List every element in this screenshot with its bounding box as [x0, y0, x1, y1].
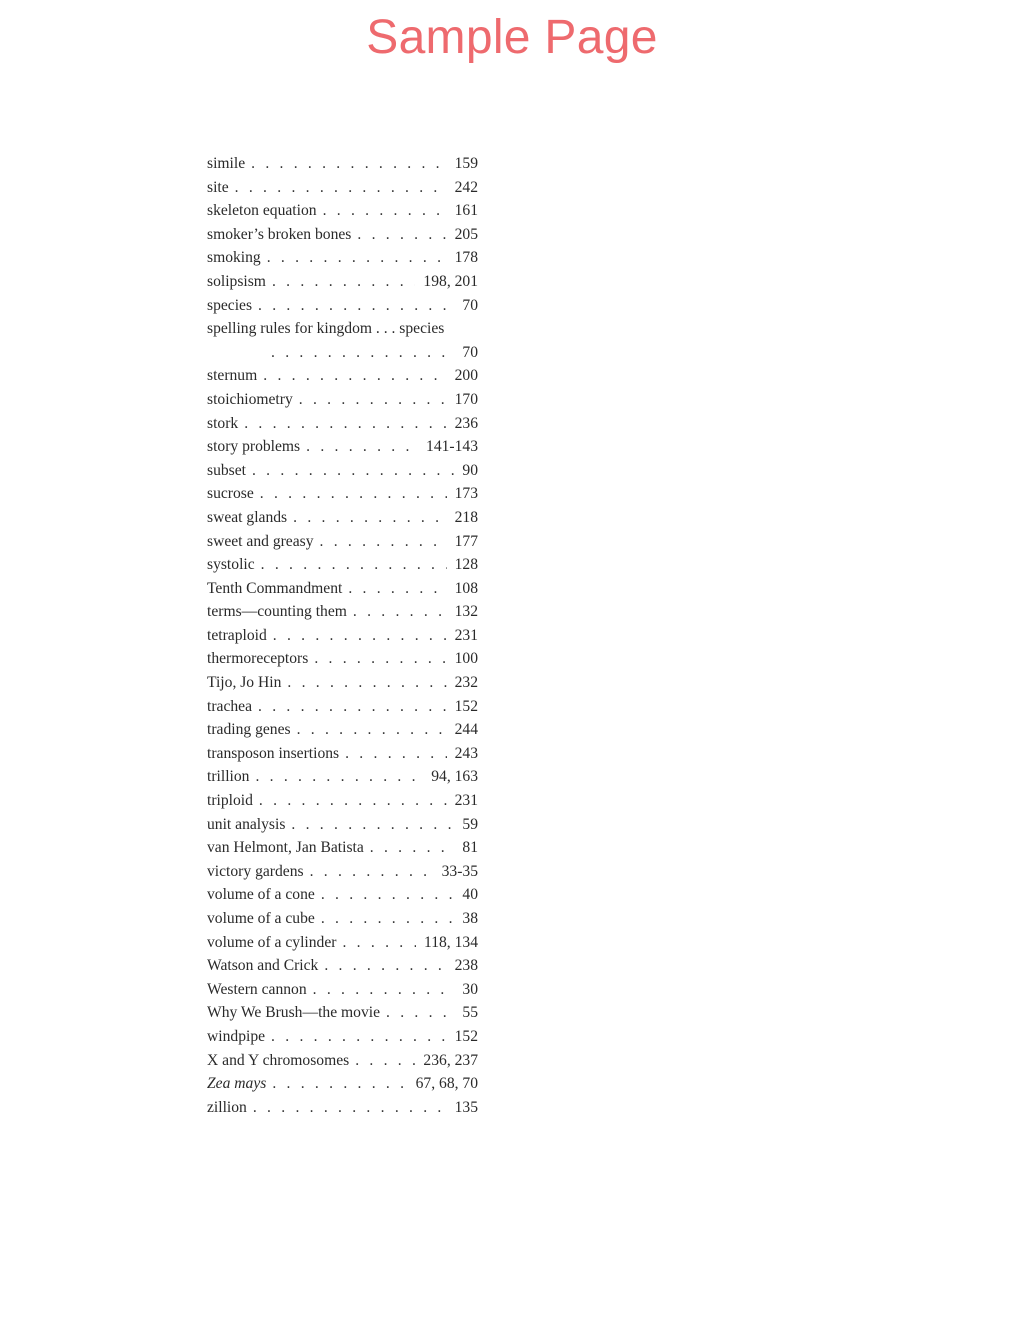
index-pages: 40	[462, 886, 478, 904]
index-term: subset	[207, 461, 246, 479]
dot-leader	[291, 813, 454, 837]
index-term: skeleton equation	[207, 202, 317, 220]
index-pages: 128	[454, 556, 478, 574]
dot-leader	[310, 860, 434, 884]
index-term: windpipe	[207, 1027, 266, 1045]
dot-leader	[258, 294, 454, 318]
index-term: site	[207, 178, 229, 196]
index-list	[207, 152, 478, 1119]
dot-leader	[324, 954, 446, 978]
index-term: triploid	[207, 792, 253, 810]
index-term: Tijo, Jo Hin	[207, 674, 282, 692]
index-pages: 198, 201	[423, 272, 478, 290]
index-pages: 118, 134	[424, 933, 478, 951]
index-entry	[207, 435, 478, 459]
index-term: spelling rules for kingdom . . . species	[207, 320, 445, 338]
index-entry	[207, 978, 478, 1002]
index-entry	[207, 246, 478, 270]
index-entry	[207, 860, 478, 884]
index-term: unit analysis	[207, 815, 286, 833]
index-pages: 81	[462, 839, 478, 857]
index-pages: 242	[454, 178, 478, 196]
index-pages: 100	[454, 650, 478, 668]
index-pages: 141-143	[426, 438, 478, 456]
dot-leader	[272, 270, 415, 294]
index-entry	[207, 1025, 478, 1049]
index-term: Western cannon	[207, 980, 307, 998]
dot-leader	[297, 718, 447, 742]
index-pages: 232	[454, 674, 478, 692]
dot-leader	[263, 364, 446, 388]
index-term: terms—counting them	[207, 603, 347, 621]
dot-leader	[253, 1096, 447, 1120]
dot-leader	[258, 695, 447, 719]
index-entry	[207, 813, 478, 837]
index-entry	[207, 506, 478, 530]
index-entry	[207, 152, 478, 176]
index-entry	[207, 553, 478, 577]
index-entry	[207, 671, 478, 695]
index-term: stork	[207, 414, 239, 432]
dot-leader	[342, 931, 416, 955]
index-pages: 170	[454, 390, 478, 408]
index-pages: 108	[454, 579, 478, 597]
index-entry	[207, 294, 478, 318]
index-entry	[207, 931, 478, 955]
index-entry	[207, 364, 478, 388]
dot-leader	[370, 836, 455, 860]
index-pages: 152	[454, 1027, 478, 1045]
index-pages: 30	[462, 980, 478, 998]
index-pages: 152	[454, 697, 478, 715]
index-entry	[207, 789, 478, 813]
index-term: Tenth Commandment	[207, 579, 343, 597]
index-entry	[207, 765, 478, 789]
dot-leader	[320, 530, 447, 554]
index-term: volume of a cube	[207, 910, 315, 927]
index-entry	[207, 883, 478, 907]
index-pages: 90	[462, 461, 478, 479]
index-term: Why We Brush—the movie	[207, 1004, 380, 1022]
index-pages: 94, 163	[431, 768, 478, 786]
index-term: Zea mays	[207, 1075, 267, 1093]
index-pages: 218	[454, 508, 478, 526]
index-pages: 161	[454, 202, 478, 220]
index-pages: 38	[462, 910, 478, 927]
index-entry	[207, 695, 478, 719]
index-entry	[207, 1001, 478, 1025]
index-term: trading genes	[207, 721, 291, 739]
index-entry	[207, 482, 478, 506]
index-term: trachea	[207, 697, 253, 715]
dot-leader	[386, 1001, 454, 1025]
dot-leader	[244, 412, 446, 436]
dot-leader	[357, 223, 446, 247]
dot-leader	[321, 883, 455, 907]
index-entry-continuation	[207, 341, 478, 365]
index-pages: 178	[454, 249, 478, 267]
dot-leader	[314, 647, 446, 671]
sample-page-watermark: Sample Page	[366, 11, 658, 64]
index-entry	[207, 1072, 478, 1096]
index-term: smoking	[207, 249, 261, 267]
index-pages: 33-35	[441, 862, 478, 880]
index-entry	[207, 199, 478, 223]
dot-leader	[251, 152, 446, 176]
index-entry	[207, 176, 478, 200]
index-pages: 205	[454, 225, 478, 243]
index-entry	[207, 718, 478, 742]
index-pages: 59	[462, 815, 478, 833]
index-term: solipsism	[207, 272, 266, 290]
index-term: victory gardens	[207, 862, 304, 880]
index-pages: 231	[454, 626, 478, 644]
index-term: sucrose	[207, 485, 254, 503]
index-term: zillion	[207, 1098, 247, 1116]
index-term: sternum	[207, 367, 258, 385]
index-entry	[207, 388, 478, 412]
index-pages: 243	[454, 744, 478, 762]
index-term: species	[207, 296, 253, 314]
dot-leader	[293, 506, 446, 530]
index-entry	[207, 647, 478, 671]
index-entry	[207, 600, 478, 624]
index-pages: 231	[454, 792, 478, 810]
index-term: smoker’s broken bones	[207, 225, 352, 243]
dot-leader	[261, 553, 447, 577]
index-pages: 236, 237	[423, 1051, 478, 1069]
index-term: van Helmont, Jan Batista	[207, 839, 364, 857]
dot-leader	[271, 1025, 447, 1049]
index-pages: 70	[462, 296, 478, 314]
dot-leader	[271, 341, 454, 365]
index-entry	[207, 459, 478, 483]
dot-leader	[321, 907, 455, 931]
index-pages: 177	[454, 532, 478, 550]
index-pages: 238	[454, 957, 478, 975]
dot-leader	[306, 435, 418, 459]
index-entry	[207, 742, 478, 766]
index-pages: 244	[454, 721, 478, 739]
index-term: trillion	[207, 768, 250, 786]
index-pages: 70	[462, 343, 478, 361]
index-entry	[207, 907, 478, 931]
dot-leader	[260, 482, 447, 506]
dot-leader	[345, 742, 447, 766]
dot-leader	[313, 978, 455, 1002]
index-pages: 67, 68, 70	[415, 1075, 478, 1093]
dot-leader	[267, 246, 447, 270]
index-term: sweat glands	[207, 508, 288, 526]
index-pages: 200	[454, 367, 478, 385]
index-entry	[207, 412, 478, 436]
index-entry	[207, 270, 478, 294]
index-term: tetraploid	[207, 626, 267, 644]
index-entry	[207, 624, 478, 648]
index-term: sweet and greasy	[207, 532, 314, 550]
dot-leader	[355, 1049, 415, 1073]
index-entry	[207, 1096, 478, 1120]
dot-leader	[299, 388, 447, 412]
index-pages: 135	[454, 1098, 478, 1116]
index-entry	[207, 954, 478, 978]
index-term: systolic	[207, 556, 255, 574]
index-entry	[207, 223, 478, 247]
dot-leader	[259, 789, 447, 813]
index-entry	[207, 1049, 478, 1073]
dot-leader	[272, 1072, 407, 1096]
index-pages: 132	[454, 603, 478, 621]
index-entry	[207, 317, 478, 341]
index-entry	[207, 836, 478, 860]
dot-leader	[323, 199, 447, 223]
index-term: volume of a cylinder	[207, 933, 337, 951]
index-term: volume of a cone	[207, 886, 315, 904]
index-pages: 159	[454, 155, 478, 172]
dot-leader	[255, 765, 423, 789]
dot-leader	[348, 577, 446, 601]
dot-leader	[235, 176, 447, 200]
index-term: Watson and Crick	[207, 957, 319, 975]
index-term: thermoreceptors	[207, 650, 309, 668]
index-pages: 236	[454, 414, 478, 432]
index-term: X and Y chromosomes	[207, 1051, 350, 1069]
index-term: stoichiometry	[207, 390, 293, 408]
index-entry	[207, 577, 478, 601]
dot-leader	[287, 671, 446, 695]
dot-leader	[252, 459, 454, 483]
dot-leader	[353, 600, 447, 624]
index-pages: 173	[454, 485, 478, 503]
index-term: story problems	[207, 438, 301, 456]
index-pages: 55	[462, 1004, 478, 1022]
index-entry	[207, 530, 478, 554]
dot-leader	[273, 624, 447, 648]
index-term: transposon insertions	[207, 744, 340, 762]
index-term: simile	[207, 155, 246, 172]
